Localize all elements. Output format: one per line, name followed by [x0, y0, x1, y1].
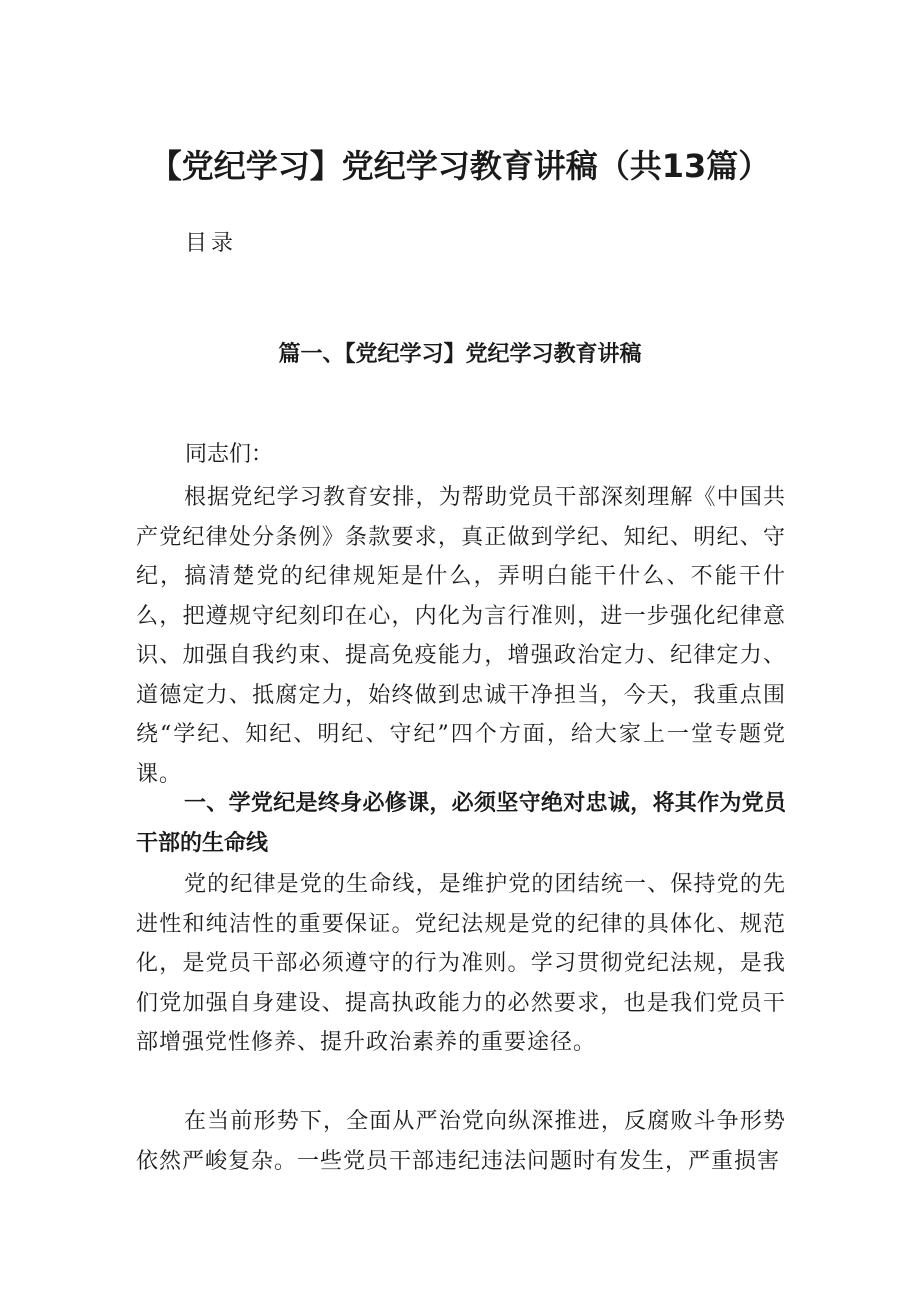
section-heading: 一、学党纪是终身必修课，必须坚守绝对忠诚，将其作为党员干部的生命线 [136, 791, 786, 856]
body-paragraph: 党的纪律是党的生命线，是维护党的团结统一、保持党的先进性和纯洁性的重要保证。党纪法规是党的纪律的具体化、规范化，是党员干部必须遵守的行为准则。学习贯彻党纪法规，是我们党加强自身建设、提高执政能力的必然要求，也是我们党员干部增强党性修养、提升政治素养的重要途径。 [136, 872, 786, 1055]
chapter-title: 篇一、【党纪学习】党纪学习教育讲稿 [278, 342, 642, 367]
body-paragraph: 在当前形势下，全面从严治党向纵深推进，反腐败斗争形势依然严峻复杂。一些党员干部违纪违法问题时有发生，严重损害 [136, 1109, 786, 1174]
toc-label: 目录 [185, 231, 238, 256]
document-title: 【党纪学习】党纪学习教育讲稿（共13篇） [149, 147, 771, 185]
body-paragraph: 根据党纪学习教育安排，为帮助党员干部深刻理解《中国共产党纪律处分条例》条款要求，真正做到学纪、知纪、明纪、守纪，搞清楚党的纪律规矩是什么，弄明白能干什么、不能干什么，把遵规守纪刻印在心，内化为言行准则，进一步强化纪律意识、加强自我约束、提高免疫能力，增强政治定力、纪律定力、道德定力、抵腐定力，始终做到忠诚干净担当，今天，我重点围绕“学纪、知纪、明纪、守纪”四个方面，给大家上一堂专题党课。 [136, 485, 786, 787]
greeting: 同志们： [185, 442, 274, 467]
